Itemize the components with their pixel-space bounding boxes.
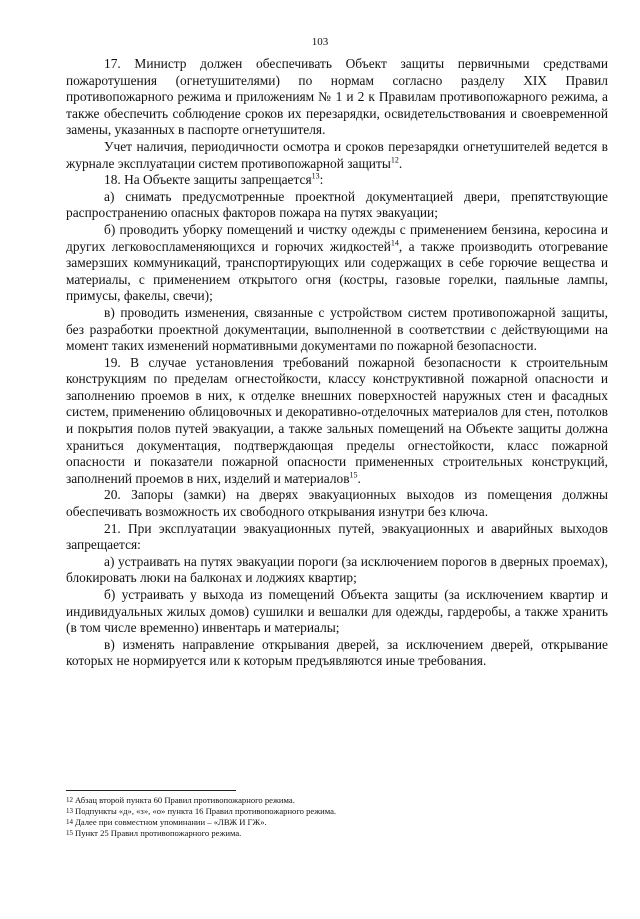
footnote-13: 13 Подпункты «д», «з», «о» пункта 16 Правил противопожарного режима. bbox=[66, 806, 337, 816]
paragraph-18-b: б) проводить уборку помещений и чистку одежды с применением бензина, керосина и других легковоспламеняющихся и горючих жидкостей$^{14}$, а также производить отогревание замерзших коммуникаций, транспортирующих или содержащих в себе горючие вещества и материалы, с применением открытого огня (костры, газовые горелки, паяльные лампы, примусы, факелы, свечи); bbox=[66, 221, 608, 304]
footnote-ref-14: 14 bbox=[390, 238, 399, 248]
paragraph-18-v: в) проводить изменения, связанные с устройством систем противопожарной защиты, без разработки проектной документации, выполненной в соответствии с действующими на момент таких изменений нормативными документами по пожарной безопасности. bbox=[66, 304, 608, 354]
body-text bbox=[66, 56, 608, 670]
footnote-ref-15: 15 bbox=[349, 470, 358, 480]
paragraph-18-a: а) снимать предусмотренные проектной документацией двери, препятствующие распространению опасных факторов пожара на путях эвакуации; bbox=[66, 188, 608, 221]
footnote-14: 14 Далее при совместном упоминании – «ЛВЖ И ГЖ». bbox=[66, 817, 267, 827]
footnotes-section bbox=[66, 790, 608, 839]
paragraph-20: 20. Запоры (замки) на дверях эвакуационных выходов из помещения должны обеспечивать возможность их свободного открывания изнутри без ключа. bbox=[66, 487, 608, 520]
footnote-12: 12 Абзац второй пункта 60 Правил противопожарного режима. bbox=[66, 795, 295, 805]
footnote-ref-12: 12 bbox=[390, 155, 399, 165]
page-number: 103 bbox=[311, 36, 329, 48]
paragraph-17: 17. Министр должен обеспечивать Объект защиты первичными средствами пожаротушения (огнетушителями) по нормам согласно разделу XIX Правил противопожарного режима и приложениям № 1 и 2 к Правилам противопожарного режима, а также обеспечить соблюдение сроков их перезарядки, освидетельствования и своевременной замены, указанных в паспорте огнетушителя. bbox=[66, 56, 608, 138]
paragraph-18: 18. На Объекте защиты запрещается$^{13}$: bbox=[104, 171, 324, 188]
paragraph-17-fire-extinguisher-log: Учет наличия, периодичности осмотра и сроков перезарядки огнетушителей ведется в журнале эксплуатации систем противопожарной защиты$^{12}$. bbox=[66, 138, 608, 171]
footnote-ref-13: 13 bbox=[311, 171, 320, 181]
footnote-divider bbox=[66, 790, 236, 791]
paragraph-19: 19. В случае установления требований пожарной безопасности к строительным конструкциям по пределам огнестойкости, классу конструктивной пожарной опасности и заполнению проемов в них, к отделке внешних поверхностей наружных стен и фасадных систем, применению облицовочных и декоративно-отделочных материалов для стен, потолков и покрытия полов путей эвакуации, а также зальных помещений на Объекте защиты должна храниться документация, подтверждающая пределы огнестойкости, класс пожарной опасности и показатели пожарной опасности примененных строительных конструкций, заполнений проемов в них, изделий и материалов$^{15}$. bbox=[66, 354, 608, 486]
paragraph-21-b: б) устраивать у выхода из помещений Объекта защиты (за исключением квартир и индивидуальных жилых домов) сушилки и вешалки для одежды, гардеробы, а также хранить (в том числе временно) инвентарь и материалы; bbox=[66, 587, 608, 636]
paragraph-21-v: в) изменять направление открывания дверей, за исключением дверей, открывание которых не нормируется или к которым предъявляются иные требования. bbox=[66, 636, 608, 669]
paragraph-21-a: а) устраивать на путях эвакуации пороги (за исключением порогов в дверных проемах), блокировать люки на балконах и лоджиях квартир; bbox=[66, 553, 608, 586]
footnote-15: 15 Пункт 25 Правил противопожарного режима. bbox=[66, 828, 242, 838]
paragraph-21: 21. При эксплуатации эвакуационных путей, эвакуационных и аварийных выходов запрещается: bbox=[66, 520, 608, 553]
